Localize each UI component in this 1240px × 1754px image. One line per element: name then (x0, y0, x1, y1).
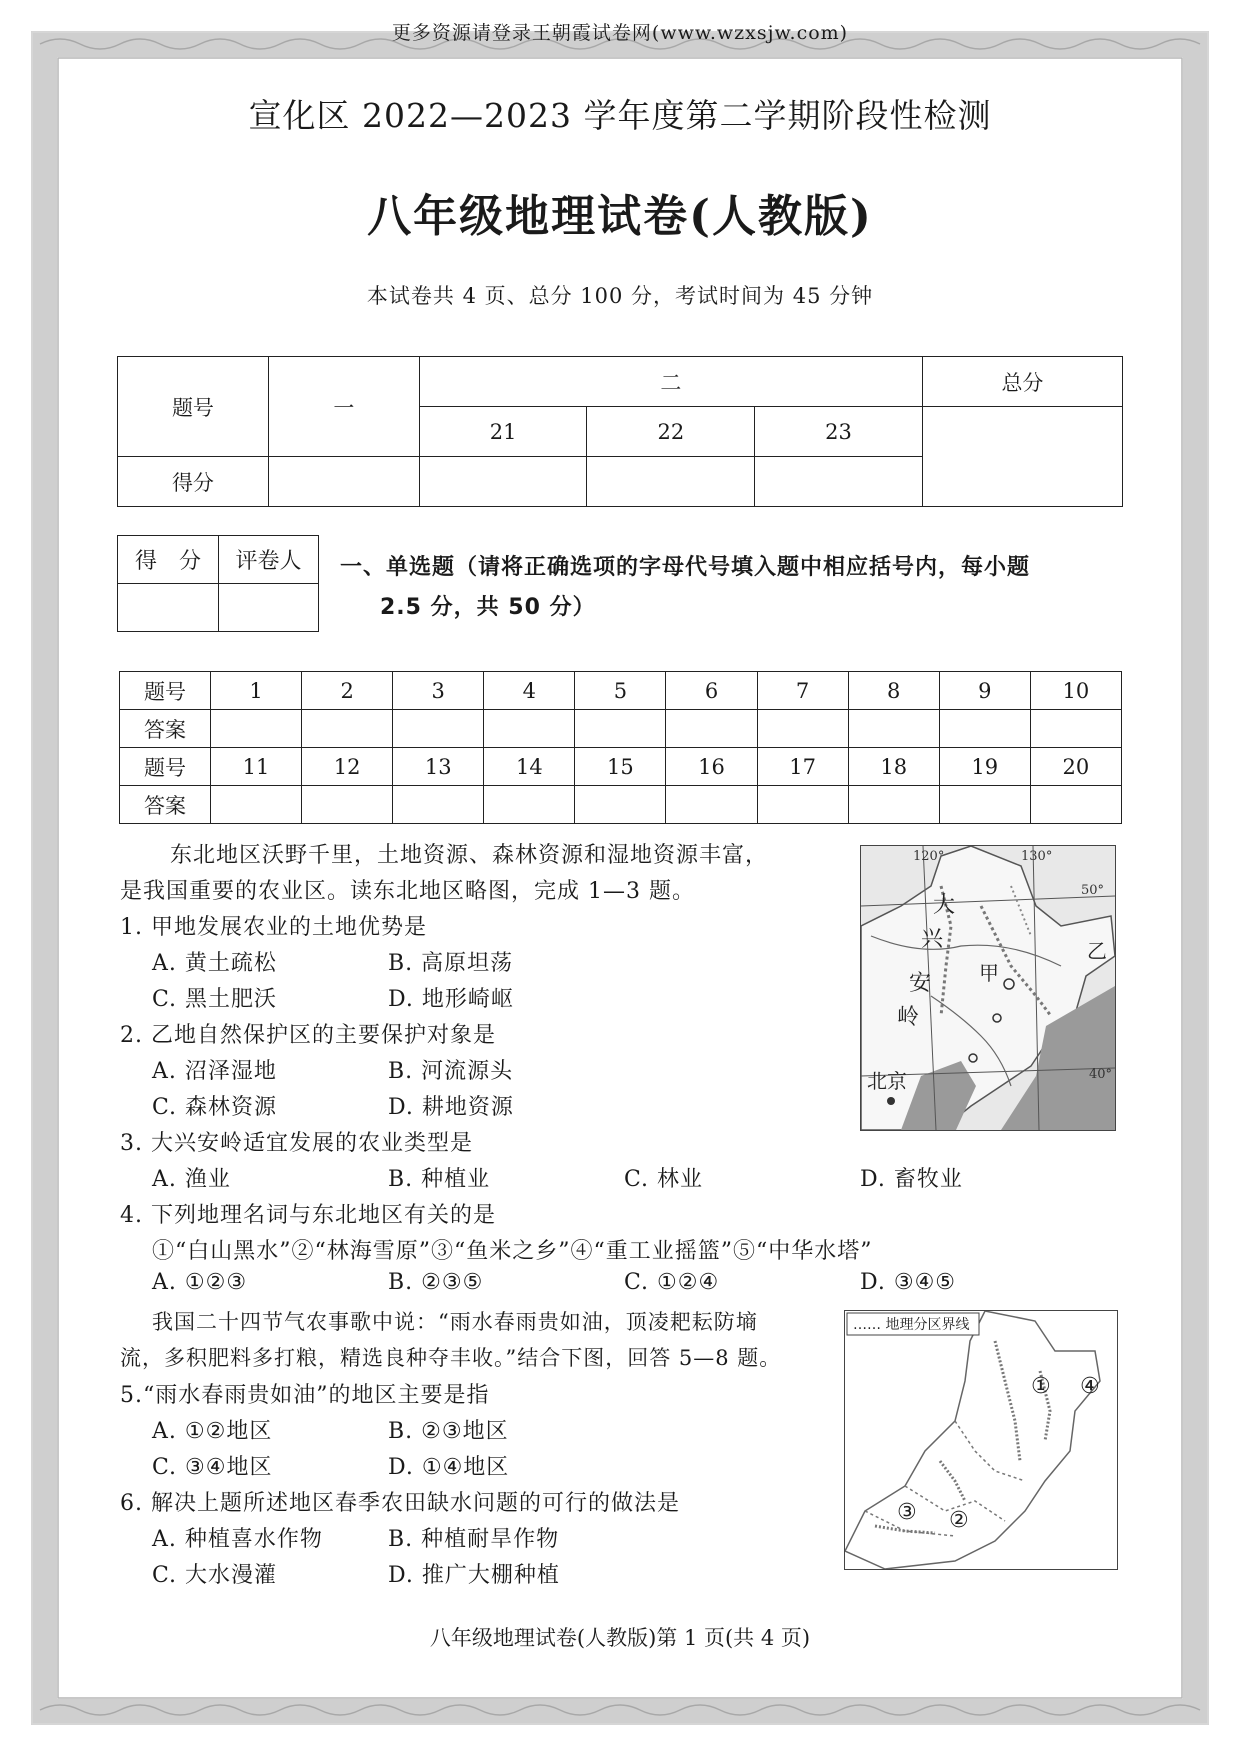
q4-option-d[interactable]: D. ③④⑤ (860, 1270, 957, 1295)
q6-option-b[interactable]: B. 种植耐旱作物 (388, 1527, 560, 1552)
answer-table-question-number: 3 (393, 672, 484, 710)
answer-table (119, 671, 1122, 824)
map1-label-yi: 乙 (1087, 939, 1107, 963)
answer-cell[interactable] (666, 786, 757, 824)
q23-score-cell[interactable] (755, 457, 923, 507)
q2-stem: 2. 乙地自然保护区的主要保护对象是 (120, 1023, 496, 1048)
q1-option-b[interactable]: B. 高原坦荡 (388, 951, 514, 976)
grader-score-label: 得 分 (118, 536, 219, 584)
map1-label-jia: 甲 (979, 961, 999, 985)
answer-cell[interactable] (757, 786, 848, 824)
q2-option-c[interactable]: C. 森林资源 (152, 1095, 278, 1120)
map1-lat-40: 40° (1089, 1067, 1113, 1082)
exam-subtitle: 宣化区 2022—2023 学年度第二学期阶段性检测 (248, 96, 992, 135)
section-one-line-1: 一、单选题（请将正确选项的字母代号填入题中相应括号内，每小题 (340, 555, 1031, 580)
answer-cell[interactable] (302, 786, 393, 824)
northeast-map-drawing (861, 846, 1115, 1130)
answer-cell[interactable] (211, 786, 302, 824)
answer-table-question-number: 1 (211, 672, 302, 710)
passage-2-line-1: 我国二十四节气农事歌中说：“雨水春雨贵如油，顶凌耙耘防墒 (152, 1310, 758, 1334)
total-score-cell[interactable] (922, 407, 1122, 507)
answer-table-question-number: 9 (939, 672, 1030, 710)
answer-table-question-number: 8 (848, 672, 939, 710)
exam-title: 八年级地理试卷(人教版) (367, 191, 873, 242)
map2-region-3: ③ (897, 1500, 917, 1525)
answer-table-a-label: 答案 (120, 710, 211, 748)
grader-box (117, 535, 319, 632)
answer-table-question-number: 12 (302, 748, 393, 786)
q2-option-b[interactable]: B. 河流源头 (388, 1059, 514, 1084)
answer-table-question-number: 2 (302, 672, 393, 710)
answer-table-q-label: 题号 (120, 672, 211, 710)
answer-table-question-number: 20 (1030, 748, 1121, 786)
answer-cell[interactable] (939, 710, 1030, 748)
grader-score-cell[interactable] (118, 584, 219, 632)
answer-cell[interactable] (848, 786, 939, 824)
q6-option-c[interactable]: C. 大水漫灌 (152, 1563, 278, 1588)
total-header: 总分 (922, 357, 1122, 407)
map1-range-char-1: 大 (933, 893, 956, 918)
q22-header: 22 (587, 407, 755, 457)
source-note: 更多资源请登录王朝霞试卷网(www.wzxsjw.com) (391, 22, 849, 44)
map1-range-char-3: 安 (909, 971, 932, 996)
map1-lon-120: 120° (913, 849, 945, 864)
score-label: 得分 (118, 457, 269, 507)
answer-table-question-number: 7 (757, 672, 848, 710)
answer-cell[interactable] (302, 710, 393, 748)
grader-name-label: 评卷人 (219, 536, 319, 584)
answer-table-q-label: 题号 (120, 748, 211, 786)
map1-range-char-4: 岭 (897, 1005, 920, 1030)
region-map-drawing (845, 1311, 1117, 1569)
passage-2-line-2: 流，多积肥料多打粮，精选良种夺丰收。”结合下图，回答 5—8 题。 (120, 1346, 782, 1370)
q6-option-a[interactable]: A. 种植喜水作物 (152, 1527, 323, 1552)
q3-option-d[interactable]: D. 畜牧业 (860, 1167, 963, 1192)
answer-table-question-number: 5 (575, 672, 666, 710)
answer-cell[interactable] (939, 786, 1030, 824)
grader-name-cell[interactable] (219, 584, 319, 632)
answer-cell[interactable] (1030, 786, 1121, 824)
answer-table-question-number: 11 (211, 748, 302, 786)
q5-option-d[interactable]: D. ①④地区 (388, 1455, 510, 1480)
passage-1-line-2: 是我国重要的农业区。读东北地区略图，完成 1—3 题。 (120, 879, 695, 904)
part-one-score-cell[interactable] (268, 457, 419, 507)
answer-table-question-number: 13 (393, 748, 484, 786)
answer-cell[interactable] (484, 710, 575, 748)
passage-1-line-1: 东北地区沃野千里，土地资源、森林资源和湿地资源丰富， (170, 843, 769, 868)
q2-option-a[interactable]: A. 沼泽湿地 (152, 1059, 277, 1084)
answer-table-question-number: 4 (484, 672, 575, 710)
q3-stem: 3. 大兴安岭适宜发展的农业类型是 (120, 1131, 473, 1156)
map2-region-4: ④ (1080, 1374, 1100, 1399)
q23-header: 23 (755, 407, 923, 457)
q21-score-cell[interactable] (419, 457, 587, 507)
answer-table-question-number: 15 (575, 748, 666, 786)
q1-stem: 1. 甲地发展农业的土地优势是 (120, 915, 427, 940)
answer-cell[interactable] (484, 786, 575, 824)
answer-cell[interactable] (575, 710, 666, 748)
map1-label-beijing: 北京 (867, 1069, 907, 1093)
answer-cell[interactable] (575, 786, 666, 824)
map1-range-char-2: 兴 (921, 927, 944, 952)
answer-table-a-label: 答案 (120, 786, 211, 824)
northeast-china-map (860, 845, 1116, 1131)
score-summary-table (117, 356, 1123, 507)
q1-option-c[interactable]: C. 黑土肥沃 (152, 987, 278, 1012)
q4-option-c[interactable]: C. ①②④ (624, 1270, 720, 1295)
answer-cell[interactable] (211, 710, 302, 748)
section-one-line-2: 2.5 分，共 50 分） (380, 595, 596, 620)
q5-option-b[interactable]: B. ②③地区 (388, 1419, 509, 1444)
map2-legend: …… 地理分区界线 (853, 1317, 970, 1333)
answer-table-question-number: 17 (757, 748, 848, 786)
q5-option-a[interactable]: A. ①②地区 (152, 1419, 273, 1444)
q21-header: 21 (419, 407, 587, 457)
answer-cell[interactable] (1030, 710, 1121, 748)
answer-table-question-number: 18 (848, 748, 939, 786)
q22-score-cell[interactable] (587, 457, 755, 507)
answer-cell[interactable] (393, 786, 484, 824)
region-boundary-map (844, 1310, 1118, 1570)
part-two-header: 二 (419, 357, 922, 407)
q5-stem: 5.“雨水春雨贵如油”的地区主要是指 (120, 1383, 490, 1408)
answer-table-question-number: 6 (666, 672, 757, 710)
q5-option-c[interactable]: C. ③④地区 (152, 1455, 273, 1480)
answer-table-question-number: 16 (666, 748, 757, 786)
q3-option-c[interactable]: C. 林业 (624, 1167, 704, 1192)
q1-option-d[interactable]: D. 地形崎岖 (388, 987, 514, 1012)
q2-option-d[interactable]: D. 耕地资源 (388, 1095, 514, 1120)
q3-option-b[interactable]: B. 种植业 (388, 1167, 491, 1192)
map2-region-2: ② (949, 1508, 969, 1533)
answer-table-question-number: 10 (1030, 672, 1121, 710)
answer-table-question-number: 14 (484, 748, 575, 786)
q4-option-b[interactable]: B. ②③⑤ (388, 1270, 484, 1295)
q1-option-a[interactable]: A. 黄土疏松 (152, 951, 277, 976)
q4-stem: 4. 下列地理名词与东北地区有关的是 (120, 1203, 496, 1228)
q3-option-a[interactable]: A. 渔业 (152, 1167, 231, 1192)
part-one-header: 一 (268, 357, 419, 457)
answer-cell[interactable] (757, 710, 848, 748)
answer-cell[interactable] (666, 710, 757, 748)
exam-info: 本试卷共 4 页、总分 100 分，考试时间为 45 分钟 (366, 284, 874, 308)
answer-cell[interactable] (393, 710, 484, 748)
question-number-label: 题号 (118, 357, 269, 457)
map1-lon-130: 130° (1021, 849, 1053, 864)
q4-option-a[interactable]: A. ①②③ (152, 1270, 248, 1295)
section-one-heading (340, 548, 1140, 628)
map2-region-1: ① (1031, 1374, 1051, 1399)
q4-items: ①“白山黑水”②“林海雪原”③“鱼米之乡”④“重工业摇篮”⑤“中华水塔” (152, 1239, 873, 1264)
page-footer: 八年级地理试卷(人教版)第 1 页(共 4 页) (429, 1626, 811, 1650)
answer-table-question-number: 19 (939, 748, 1030, 786)
answer-cell[interactable] (848, 710, 939, 748)
q6-option-d[interactable]: D. 推广大棚种植 (388, 1563, 560, 1588)
q6-stem: 6. 解决上题所述地区春季农田缺水问题的可行的做法是 (120, 1491, 680, 1516)
map1-lat-50: 50° (1081, 883, 1105, 898)
